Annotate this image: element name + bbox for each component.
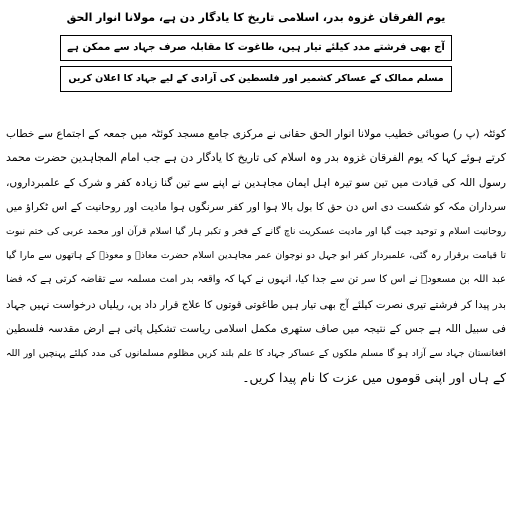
body-line: کوئٹہ (پ ر) صوبائی خطیب مولانا انوار الحق حقانی نے مرکزی جامع مسجد کوئٹہ میں جمعہ کے اجتماع سے خطاب <box>6 128 506 140</box>
body-line: فی سبیل اللہ ہے جس کے نتیجہ میں صاف ستھری مکمل اسلامی ریاست تشکیل پاتی ہے ارض مقدسہ فلسطین <box>6 323 506 336</box>
main-headline: یوم الفرقان غزوہ بدر، اسلامی تاریخ کا یادگار دن ہے، مولانا انوار الحق <box>66 11 446 24</box>
body-line: کے ہاں اور اپنی قوموں میں عزت کا نام پیدا کریں۔ <box>242 369 506 385</box>
sub-headline: مسلم ممالک کے عساکر کشمیر اور فلسطین کی آزادی کے لیے جہاد کا اعلان کریں <box>60 66 452 92</box>
body-line: کرتے ہوئے کہا کہ یوم الفرقان غزوہ بدر وہ اسلام کی تاریخ کا یادگار دن ہے جب امام المجاہدین حضرت محمد <box>6 151 506 165</box>
body-line: روحانیت اسلام و توحید جیت گیا اور مادیت عسکریت ناچ گانے کے فخر و تکبر ہار گیا اسلام قرآن اور محمد عربی کی ختم نبوت <box>6 225 506 237</box>
body-line: تا قیامت برقرار رہ گئی، علمبردار کفر ابو جہل دو نوجوان عمر مجاہدین اسلام حضرت معاذؓ و معوذؓ کے ہاتھوں سے مارا گیا <box>6 249 506 261</box>
sub-headline: آج بھی فرشتے مدد کیلئے تیار ہیں، طاغوت کا مقابلہ صرف جہاد سے ممکن ہے <box>60 35 452 61</box>
body-line: عبد اللہ بن مسعودؓ نے اس کا سر تن سے جدا کیا، انہوں نے کہا کہ واقعہ بدر امت مسلمہ سے تقاضہ کرتی ہے کہ فضا <box>6 274 506 286</box>
body-line: بدر پیدا کر فرشتے تیری نصرت کیلئے آج بھی تیار ہیں طاغوتی قوتوں کا علاج قرار داد یں، ریلیاں درخواست نہیں جہاد <box>6 298 506 311</box>
body-line: رسول اللہ کی قیادت میں تین سو تیرہ اہل ایمان مجاہدین نے اپنے سے تین گنا زیادہ کفر و شرک کے علمبرداروں، <box>6 176 506 189</box>
article-body <box>6 122 506 390</box>
body-line: سرداران مکہ کو شکست دی اس دن حق کا بول بالا ہوا اور کفر سرنگوں ہوا مادیت اور روحانیت کے اس ٹکراؤ میں <box>6 201 506 214</box>
headline-block <box>60 6 452 97</box>
body-line: افغانستان جہاد سے آزاد ہو گا مسلم ملکوں کے عساکر جہاد کا علم بلند کریں مظلوم مسلمانوں کی مدد کیلئے پہنچیں اور اللہ <box>6 347 506 359</box>
